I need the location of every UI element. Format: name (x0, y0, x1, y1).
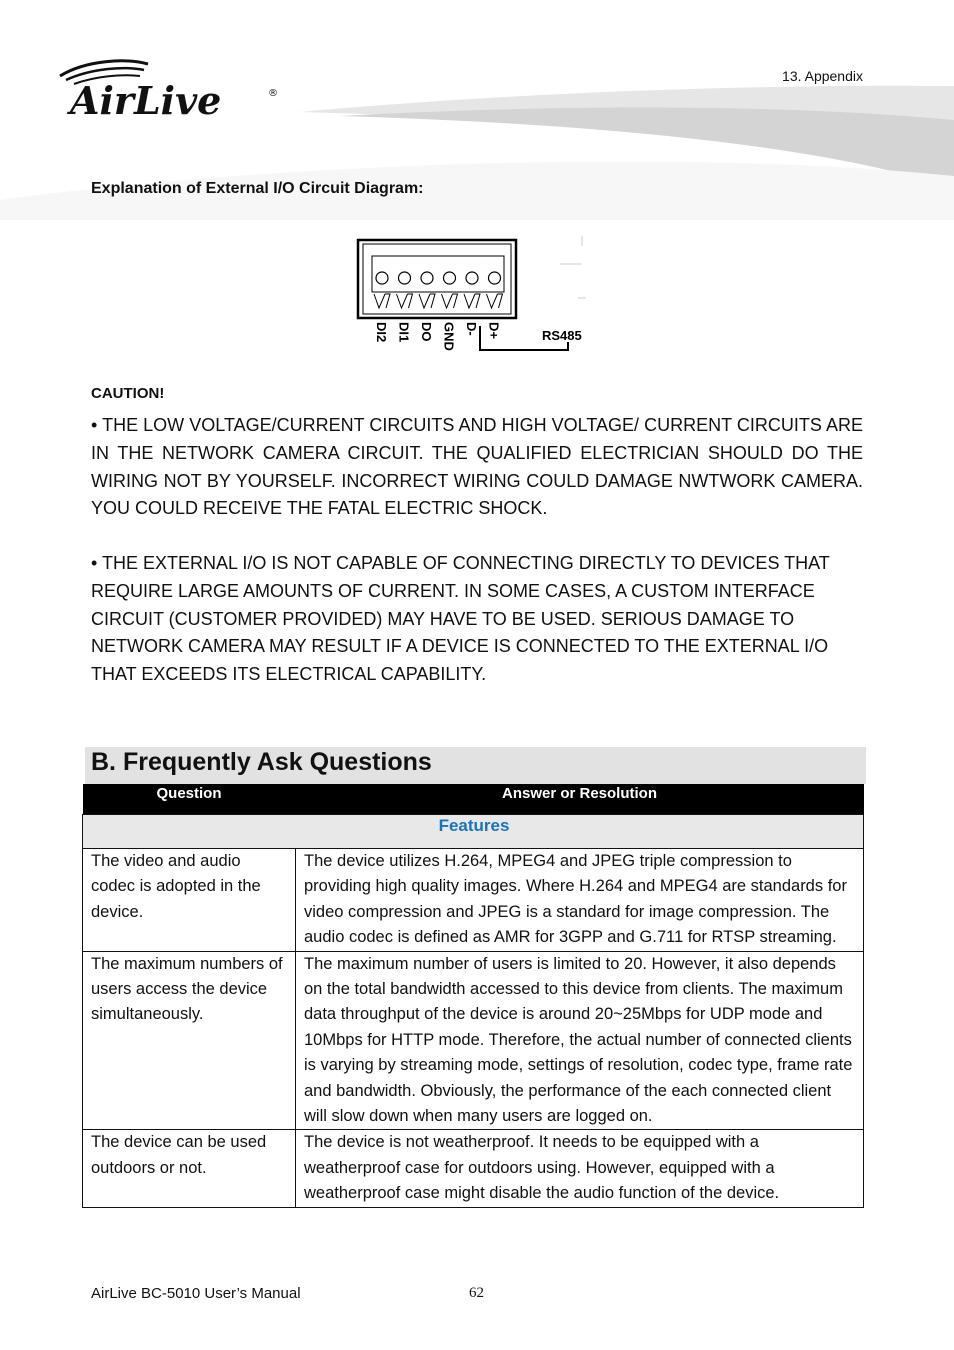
faq-section-banner (85, 747, 866, 784)
features-group-label: Features (83, 815, 864, 849)
footer-page-number: 62 (469, 1285, 484, 1301)
terminal-pin-circle (489, 272, 501, 284)
question-column-header: Question (83, 784, 296, 815)
faq-answer: The maximum number of users is limited to 20. However, it also depends on the total bandwidth accessed to this device from clients. The maximum data throughput of the device is around 20~25Mbps for UDP mode and 10Mbps for HTTP mode. Therefore, the actual number of connected clients is varying by streaming mode, settings of resolution, codec type, frame rate and bandwidth. Obviously, the performance of the each connected client will slow down when many users are logged on. (296, 951, 864, 1130)
io-circuit-diagram (350, 230, 610, 365)
rs485-label: RS485 (542, 328, 582, 343)
faq-header-row (83, 784, 864, 815)
pin-label: DO (419, 322, 434, 342)
airlive-logo (56, 56, 286, 126)
faq-answer: The device is not weatherproof. It needs to be equipped with a weatherproof case for outdoors using. However, equipped with a weatherproof case might disable the audio function of the device. (296, 1130, 864, 1207)
faq-question: The device can be used outdoors or not. (83, 1130, 296, 1207)
pin-label: GND (441, 322, 457, 351)
faq-group-row (83, 815, 864, 849)
faq-row (83, 951, 864, 1130)
terminal-pin-circle (399, 272, 411, 284)
terminal-pin-circle (444, 272, 456, 284)
io-diagram-heading: Explanation of External I/O Circuit Diagram: (91, 180, 424, 197)
faq-row (83, 1130, 864, 1207)
pin-label: D+ (486, 322, 502, 339)
caution-paragraph-1: • THE LOW VOLTAGE/CURRENT CIRCUITS AND HIGH VOLTAGE/ CURRENT CIRCUITS ARE IN THE NETWORK CAMERA CIRCUIT. THE QUALIFIED ELECTRICIAN SHOULD DO THE WIRING NOT BY YOURSELF. INCORRECT WIRING COULD DAMAGE NWTWORK CAMERA. YOU COULD RECEIVE THE FATAL ELECTRIC SHOCK. (91, 415, 863, 519)
faq-row (83, 849, 864, 952)
caution-title: CAUTION! (91, 385, 165, 402)
pin-label: D- (464, 322, 479, 336)
terminal-screw-mark (464, 294, 480, 308)
svg-text:®: ® (268, 88, 278, 99)
answer-column-header: Answer or Resolution (296, 784, 864, 815)
terminal-screw-mark (442, 294, 458, 308)
section-label: 13. Appendix (782, 68, 863, 84)
terminal-screw-mark (397, 294, 413, 308)
terminal-pin-circle (466, 272, 478, 284)
terminal-screw-mark (487, 294, 503, 308)
faq-question: The maximum numbers of users access the device simultaneously. (83, 951, 296, 1130)
terminal-screw-mark (419, 294, 435, 308)
pin-label: DI1 (396, 322, 412, 343)
faq-table (82, 784, 864, 1208)
faq-question: The video and audio codec is adopted in the device. (83, 849, 296, 952)
faq-answer: The device utilizes H.264, MPEG4 and JPEG triple compression to providing high quality images. Where H.264 and MPEG4 are standards for video compression and JPEG is a standard for image compression. The audio codec is defined as AMR for 3GPP and G.711 for RTSP streaming. (296, 849, 864, 952)
caution-paragraph-2: • THE EXTERNAL I/O IS NOT CAPABLE OF CONNECTING DIRECTLY TO DEVICES THAT REQUIRE LARGE AMOUNTS OF CURRENT. IN SOME CASES, A CUSTOM INTERFACE CIRCUIT (CUSTOMER PROVIDED) MAY HAVE TO BE USED. SERIOUS DAMAGE TO NETWORK CAMERA MAY RESULT IF A DEVICE IS CONNECTED TO THE EXTERNAL I/O THAT EXCEEDS ITS ELECTRICAL CAPABILITY. (91, 553, 830, 685)
footer-manual-title: AirLive BC-5010 User’s Manual (91, 1285, 301, 1302)
faq-title: B. Frequently Ask Questions (91, 748, 432, 776)
svg-text:AirLive: AirLive (70, 78, 222, 123)
terminal-pin-circle (421, 272, 433, 284)
terminal-screw-mark (374, 294, 390, 308)
pin-label: DI2 (374, 322, 389, 343)
terminal-pin-circle (376, 272, 388, 284)
